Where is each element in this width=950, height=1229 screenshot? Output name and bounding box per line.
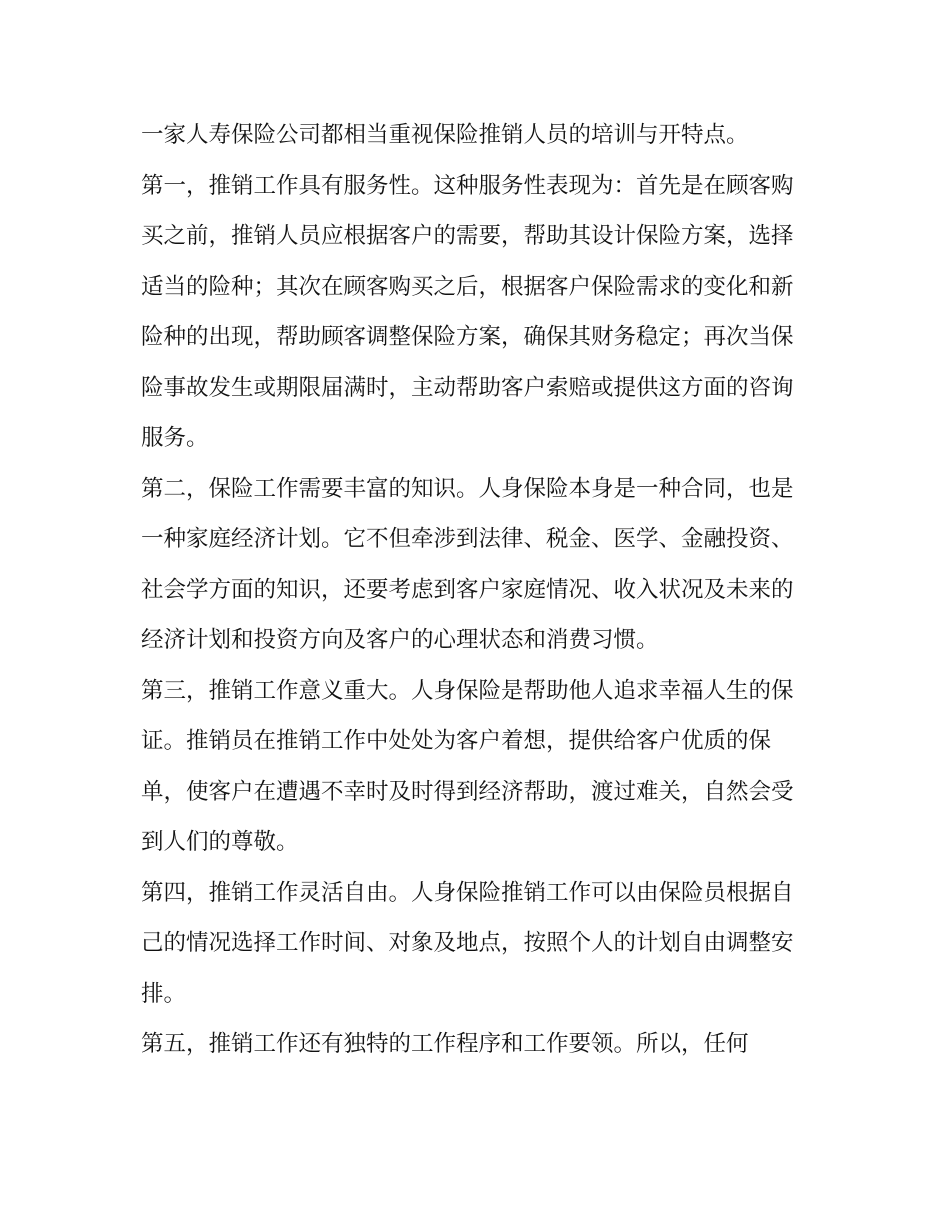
document-body <box>141 110 813 1070</box>
paragraph-first: 第一，推销工作具有服务性。这种服务性表现为：首先是在顾客购买之前，推销人员应根据客户的需要，帮助其设计保险方案，选择适当的险种；其次在顾客购买之后，根据客户保险需求的变化和新险种的出现，帮助顾客调整保险方案，确保其财务稳定；再次当保险事故发生或期限届满时，主动帮助客户索赔或提供这方面的咨询服务。 <box>141 172 794 451</box>
paragraph-fourth: 第四，推销工作灵活自由。人身保险推销工作可以由保险员根据自己的情况选择工作时间、对象及地点，按照个人的计划自由调整安排。 <box>141 879 794 1007</box>
paragraph-third: 第三，推销工作意义重大。人身保险是帮助他人追求幸福人生的保证。推销员在推销工作中处处为客户着想，提供给客户优质的保单，使客户在遭遇不幸时及时得到经济帮助，渡过难关，自然会受到人们的尊敬。 <box>141 677 794 855</box>
paragraph-fifth: 第五，推销工作还有独特的工作程序和工作要领。所以，任何 <box>141 1031 749 1057</box>
paragraph-intro: 一家人寿保险公司都相当重视保险推销人员的培训与开特点。 <box>141 122 749 148</box>
paragraph-second: 第二，保险工作需要丰富的知识。人身保险本身是一种合同，也是一种家庭经济计划。它不但牵涉到法律、税金、医学、金融投资、社会学方面的知识，还要考虑到客户家庭情况、收入状况及未来的经济计划和投资方向及客户的心理状态和消费习惯。 <box>141 475 794 653</box>
